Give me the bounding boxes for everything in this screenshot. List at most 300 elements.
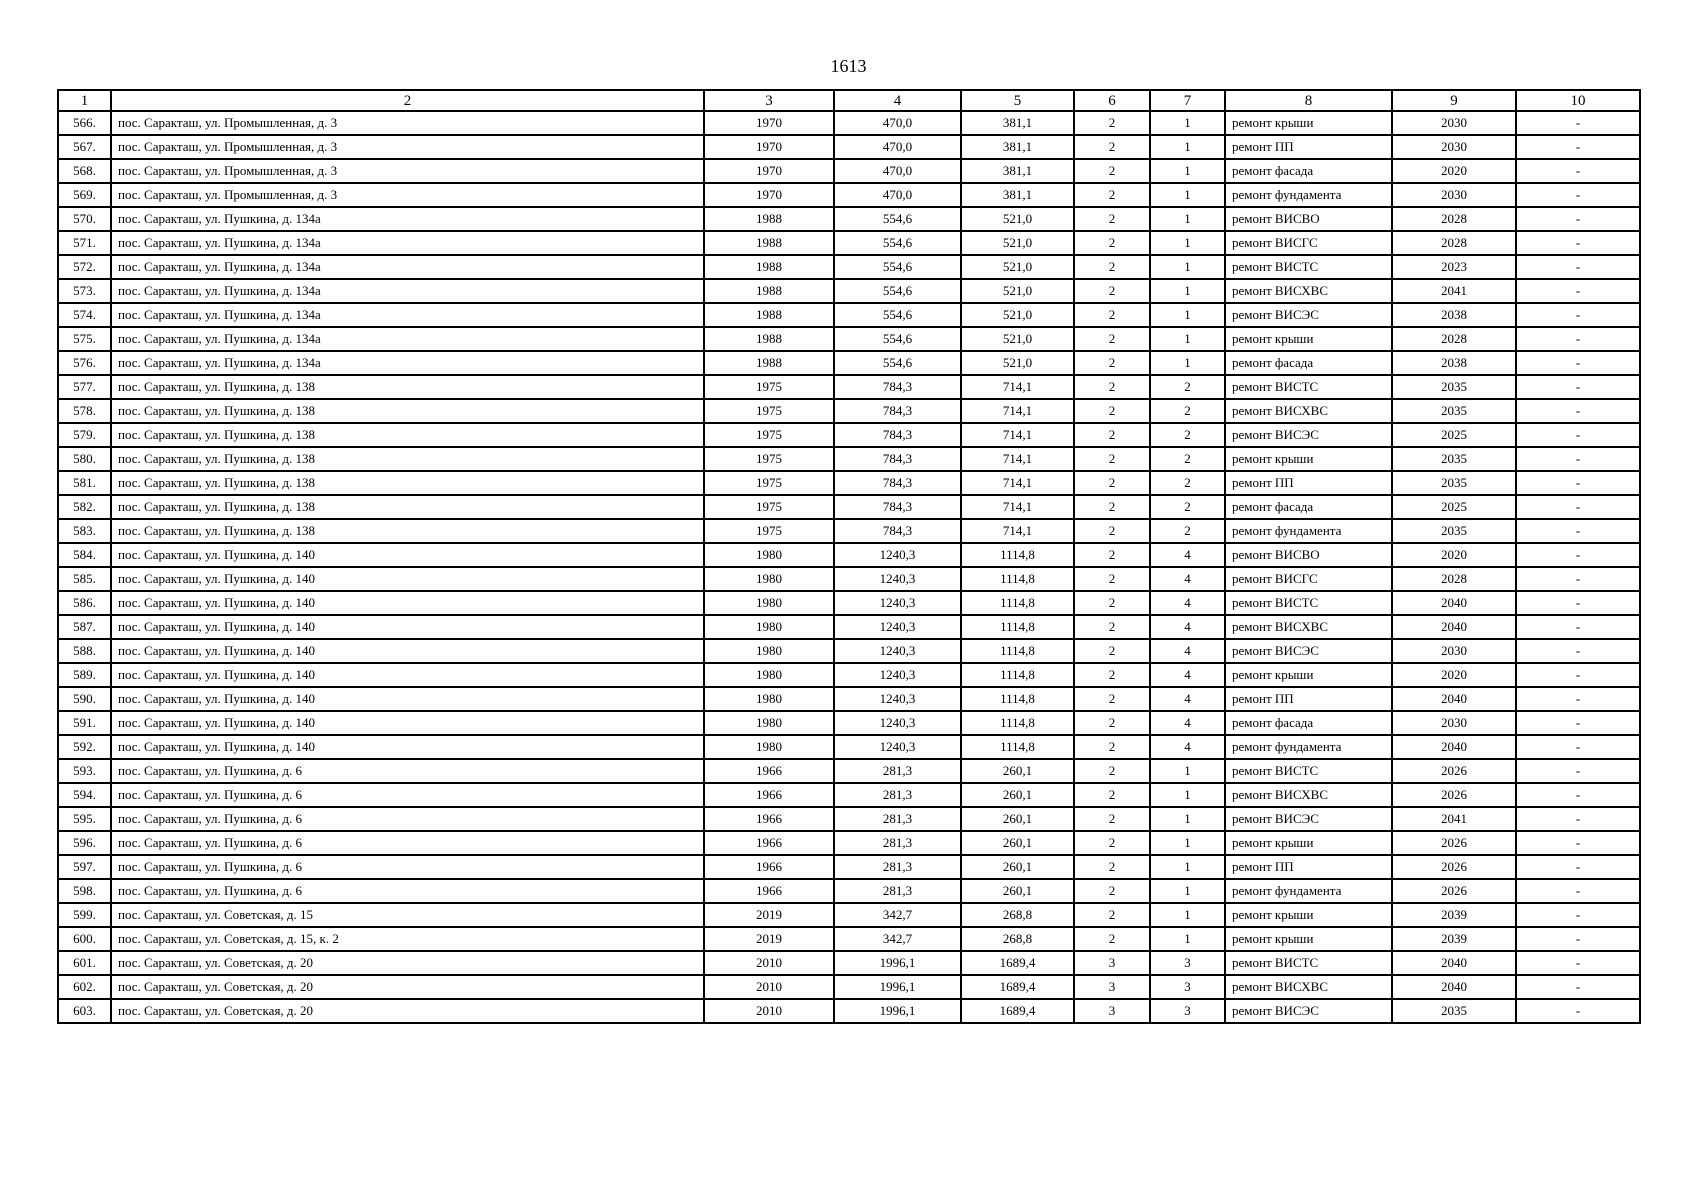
- cell-living-area: 1689,4: [961, 951, 1074, 975]
- cell-note: -: [1516, 951, 1640, 975]
- table-row: [58, 927, 1640, 951]
- cell-work-type: ремонт фасада: [1225, 351, 1392, 375]
- column-header-3: 3: [704, 90, 834, 111]
- cell-year-built: 1966: [704, 879, 834, 903]
- cell-planned-year: 2035: [1392, 999, 1516, 1023]
- cell-note: -: [1516, 735, 1640, 759]
- cell-planned-year: 2040: [1392, 591, 1516, 615]
- cell-floors: 2: [1074, 255, 1150, 279]
- cell-address: пос. Саракташ, ул. Пушкина, д. 140: [111, 687, 704, 711]
- cell-floors: 2: [1074, 735, 1150, 759]
- cell-floors: 2: [1074, 351, 1150, 375]
- table-row: [58, 711, 1640, 735]
- cell-entrances: 4: [1150, 639, 1225, 663]
- cell-entrances: 3: [1150, 951, 1225, 975]
- cell-floors: 2: [1074, 615, 1150, 639]
- cell-floors: 3: [1074, 975, 1150, 999]
- cell-floors: 2: [1074, 423, 1150, 447]
- cell-row-number: 580.: [58, 447, 111, 471]
- cell-living-area: 1114,8: [961, 639, 1074, 663]
- table-row: [58, 135, 1640, 159]
- table-row: [58, 975, 1640, 999]
- cell-living-area: 714,1: [961, 471, 1074, 495]
- cell-entrances: 1: [1150, 135, 1225, 159]
- cell-entrances: 1: [1150, 903, 1225, 927]
- cell-total-area: 784,3: [834, 423, 961, 447]
- cell-floors: 2: [1074, 711, 1150, 735]
- cell-living-area: 1114,8: [961, 543, 1074, 567]
- cell-year-built: 1980: [704, 615, 834, 639]
- cell-total-area: 554,6: [834, 279, 961, 303]
- cell-planned-year: 2020: [1392, 159, 1516, 183]
- cell-work-type: ремонт крыши: [1225, 927, 1392, 951]
- cell-living-area: 1114,8: [961, 567, 1074, 591]
- cell-address: пос. Саракташ, ул. Пушкина, д. 138: [111, 375, 704, 399]
- cell-row-number: 593.: [58, 759, 111, 783]
- table-row: [58, 615, 1640, 639]
- cell-entrances: 1: [1150, 159, 1225, 183]
- cell-note: -: [1516, 927, 1640, 951]
- cell-note: -: [1516, 327, 1640, 351]
- table-row: [58, 879, 1640, 903]
- cell-year-built: 1975: [704, 519, 834, 543]
- cell-address: пос. Саракташ, ул. Пушкина, д. 134а: [111, 351, 704, 375]
- cell-total-area: 554,6: [834, 255, 961, 279]
- cell-note: -: [1516, 471, 1640, 495]
- cell-living-area: 714,1: [961, 495, 1074, 519]
- table-row: [58, 207, 1640, 231]
- cell-floors: 2: [1074, 663, 1150, 687]
- cell-entrances: 2: [1150, 495, 1225, 519]
- cell-total-area: 470,0: [834, 135, 961, 159]
- cell-entrances: 1: [1150, 831, 1225, 855]
- cell-note: -: [1516, 807, 1640, 831]
- table-row: [58, 543, 1640, 567]
- column-header-4: 4: [834, 90, 961, 111]
- cell-row-number: 574.: [58, 303, 111, 327]
- table-row: [58, 423, 1640, 447]
- cell-living-area: 268,8: [961, 927, 1074, 951]
- cell-row-number: 586.: [58, 591, 111, 615]
- cell-planned-year: 2030: [1392, 111, 1516, 135]
- cell-living-area: 268,8: [961, 903, 1074, 927]
- table-row: [58, 831, 1640, 855]
- cell-address: пос. Саракташ, ул. Советская, д. 15, к. 2: [111, 927, 704, 951]
- cell-year-built: 2010: [704, 975, 834, 999]
- cell-total-area: 1996,1: [834, 999, 961, 1023]
- cell-entrances: 2: [1150, 471, 1225, 495]
- cell-floors: 2: [1074, 471, 1150, 495]
- cell-floors: 2: [1074, 111, 1150, 135]
- cell-row-number: 600.: [58, 927, 111, 951]
- cell-living-area: 381,1: [961, 135, 1074, 159]
- table-row: [58, 351, 1640, 375]
- cell-note: -: [1516, 591, 1640, 615]
- cell-address: пос. Саракташ, ул. Пушкина, д. 6: [111, 783, 704, 807]
- cell-work-type: ремонт фундамента: [1225, 735, 1392, 759]
- cell-year-built: 1988: [704, 207, 834, 231]
- cell-address: пос. Саракташ, ул. Промышленная, д. 3: [111, 111, 704, 135]
- cell-row-number: 598.: [58, 879, 111, 903]
- cell-living-area: 260,1: [961, 783, 1074, 807]
- table-row: [58, 519, 1640, 543]
- cell-total-area: 784,3: [834, 375, 961, 399]
- cell-total-area: 554,6: [834, 303, 961, 327]
- cell-living-area: 1689,4: [961, 975, 1074, 999]
- cell-note: -: [1516, 999, 1640, 1023]
- cell-address: пос. Саракташ, ул. Пушкина, д. 140: [111, 567, 704, 591]
- cell-year-built: 1980: [704, 663, 834, 687]
- cell-total-area: 1240,3: [834, 735, 961, 759]
- cell-year-built: 1975: [704, 447, 834, 471]
- cell-planned-year: 2026: [1392, 759, 1516, 783]
- cell-entrances: 3: [1150, 975, 1225, 999]
- cell-row-number: 575.: [58, 327, 111, 351]
- cell-total-area: 784,3: [834, 399, 961, 423]
- cell-total-area: 554,6: [834, 231, 961, 255]
- cell-year-built: 1970: [704, 159, 834, 183]
- cell-row-number: 583.: [58, 519, 111, 543]
- cell-row-number: 591.: [58, 711, 111, 735]
- cell-total-area: 342,7: [834, 927, 961, 951]
- cell-note: -: [1516, 111, 1640, 135]
- cell-address: пос. Саракташ, ул. Пушкина, д. 134а: [111, 207, 704, 231]
- cell-work-type: ремонт ВИСТС: [1225, 375, 1392, 399]
- cell-row-number: 566.: [58, 111, 111, 135]
- cell-floors: 2: [1074, 879, 1150, 903]
- cell-total-area: 784,3: [834, 495, 961, 519]
- cell-work-type: ремонт фундамента: [1225, 183, 1392, 207]
- cell-total-area: 554,6: [834, 327, 961, 351]
- cell-row-number: 578.: [58, 399, 111, 423]
- cell-total-area: 1240,3: [834, 567, 961, 591]
- table-row: [58, 567, 1640, 591]
- cell-floors: 3: [1074, 999, 1150, 1023]
- cell-total-area: 1240,3: [834, 639, 961, 663]
- cell-living-area: 381,1: [961, 183, 1074, 207]
- cell-address: пос. Саракташ, ул. Пушкина, д. 140: [111, 735, 704, 759]
- cell-entrances: 1: [1150, 279, 1225, 303]
- cell-floors: 2: [1074, 519, 1150, 543]
- cell-note: -: [1516, 615, 1640, 639]
- cell-planned-year: 2023: [1392, 255, 1516, 279]
- table-row: [58, 303, 1640, 327]
- cell-planned-year: 2035: [1392, 399, 1516, 423]
- cell-entrances: 1: [1150, 111, 1225, 135]
- cell-row-number: 577.: [58, 375, 111, 399]
- cell-planned-year: 2028: [1392, 567, 1516, 591]
- cell-work-type: ремонт крыши: [1225, 447, 1392, 471]
- cell-planned-year: 2030: [1392, 639, 1516, 663]
- cell-total-area: 554,6: [834, 351, 961, 375]
- cell-entrances: 4: [1150, 687, 1225, 711]
- cell-year-built: 2019: [704, 903, 834, 927]
- table-row: [58, 807, 1640, 831]
- cell-planned-year: 2025: [1392, 495, 1516, 519]
- cell-address: пос. Саракташ, ул. Пушкина, д. 134а: [111, 279, 704, 303]
- cell-floors: 2: [1074, 207, 1150, 231]
- cell-note: -: [1516, 399, 1640, 423]
- table-row: [58, 663, 1640, 687]
- cell-planned-year: 2030: [1392, 135, 1516, 159]
- cell-work-type: ремонт ВИСХВС: [1225, 279, 1392, 303]
- cell-work-type: ремонт ВИСЭС: [1225, 999, 1392, 1023]
- cell-entrances: 1: [1150, 351, 1225, 375]
- cell-floors: 2: [1074, 831, 1150, 855]
- cell-year-built: 1966: [704, 759, 834, 783]
- cell-total-area: 470,0: [834, 111, 961, 135]
- page-number: 1613: [830, 56, 867, 76]
- cell-total-area: 281,3: [834, 783, 961, 807]
- cell-planned-year: 2035: [1392, 471, 1516, 495]
- cell-total-area: 342,7: [834, 903, 961, 927]
- cell-entrances: 4: [1150, 735, 1225, 759]
- cell-work-type: ремонт ВИСХВС: [1225, 975, 1392, 999]
- cell-planned-year: 2040: [1392, 975, 1516, 999]
- cell-floors: 2: [1074, 759, 1150, 783]
- table-row: [58, 591, 1640, 615]
- cell-note: -: [1516, 711, 1640, 735]
- cell-address: пос. Саракташ, ул. Пушкина, д. 134а: [111, 303, 704, 327]
- cell-living-area: 714,1: [961, 519, 1074, 543]
- cell-row-number: 582.: [58, 495, 111, 519]
- cell-address: пос. Саракташ, ул. Пушкина, д. 134а: [111, 231, 704, 255]
- cell-work-type: ремонт ВИСГС: [1225, 567, 1392, 591]
- cell-address: пос. Саракташ, ул. Пушкина, д. 140: [111, 591, 704, 615]
- cell-year-built: 1988: [704, 231, 834, 255]
- cell-entrances: 2: [1150, 423, 1225, 447]
- column-header-8: 8: [1225, 90, 1392, 111]
- table-row: [58, 951, 1640, 975]
- cell-living-area: 521,0: [961, 231, 1074, 255]
- cell-year-built: 1975: [704, 399, 834, 423]
- cell-total-area: 1240,3: [834, 591, 961, 615]
- cell-total-area: 784,3: [834, 471, 961, 495]
- cell-year-built: 1980: [704, 543, 834, 567]
- cell-total-area: 1996,1: [834, 975, 961, 999]
- cell-entrances: 2: [1150, 399, 1225, 423]
- cell-address: пос. Саракташ, ул. Пушкина, д. 138: [111, 399, 704, 423]
- cell-floors: 2: [1074, 567, 1150, 591]
- cell-address: пос. Саракташ, ул. Пушкина, д. 138: [111, 519, 704, 543]
- column-header-2: 2: [111, 90, 704, 111]
- cell-planned-year: 2035: [1392, 447, 1516, 471]
- table-row: [58, 783, 1640, 807]
- cell-address: пос. Саракташ, ул. Пушкина, д. 140: [111, 543, 704, 567]
- cell-row-number: 597.: [58, 855, 111, 879]
- cell-year-built: 1970: [704, 135, 834, 159]
- cell-entrances: 4: [1150, 591, 1225, 615]
- cell-address: пос. Саракташ, ул. Советская, д. 20: [111, 999, 704, 1023]
- cell-planned-year: 2039: [1392, 927, 1516, 951]
- table-row: [58, 111, 1640, 135]
- cell-living-area: 714,1: [961, 423, 1074, 447]
- cell-living-area: 521,0: [961, 351, 1074, 375]
- cell-year-built: 1988: [704, 255, 834, 279]
- cell-address: пос. Саракташ, ул. Советская, д. 20: [111, 951, 704, 975]
- cell-work-type: ремонт ВИСЭС: [1225, 423, 1392, 447]
- table-row: [58, 279, 1640, 303]
- cell-living-area: 1114,8: [961, 615, 1074, 639]
- cell-row-number: 602.: [58, 975, 111, 999]
- cell-year-built: 1980: [704, 687, 834, 711]
- cell-year-built: 1975: [704, 375, 834, 399]
- cell-note: -: [1516, 687, 1640, 711]
- cell-work-type: ремонт ВИСГС: [1225, 231, 1392, 255]
- cell-year-built: 1970: [704, 183, 834, 207]
- header-row: [58, 90, 1640, 111]
- cell-row-number: 592.: [58, 735, 111, 759]
- cell-floors: 3: [1074, 951, 1150, 975]
- cell-entrances: 1: [1150, 879, 1225, 903]
- cell-floors: 2: [1074, 327, 1150, 351]
- cell-total-area: 1996,1: [834, 951, 961, 975]
- cell-work-type: ремонт ВИСТС: [1225, 255, 1392, 279]
- cell-planned-year: 2030: [1392, 183, 1516, 207]
- cell-address: пос. Саракташ, ул. Пушкина, д. 6: [111, 831, 704, 855]
- cell-work-type: ремонт ПП: [1225, 687, 1392, 711]
- cell-entrances: 1: [1150, 327, 1225, 351]
- cell-note: -: [1516, 135, 1640, 159]
- cell-row-number: 572.: [58, 255, 111, 279]
- table-row: [58, 375, 1640, 399]
- table-row: [58, 759, 1640, 783]
- table-row: [58, 855, 1640, 879]
- table-row: [58, 183, 1640, 207]
- cell-total-area: 1240,3: [834, 711, 961, 735]
- cell-note: -: [1516, 879, 1640, 903]
- cell-address: пос. Саракташ, ул. Пушкина, д. 138: [111, 495, 704, 519]
- cell-work-type: ремонт фундамента: [1225, 879, 1392, 903]
- cell-note: -: [1516, 903, 1640, 927]
- cell-note: -: [1516, 495, 1640, 519]
- cell-address: пос. Саракташ, ул. Пушкина, д. 6: [111, 879, 704, 903]
- cell-note: -: [1516, 783, 1640, 807]
- cell-living-area: 1114,8: [961, 687, 1074, 711]
- cell-row-number: 584.: [58, 543, 111, 567]
- cell-entrances: 1: [1150, 927, 1225, 951]
- cell-row-number: 581.: [58, 471, 111, 495]
- cell-planned-year: 2030: [1392, 711, 1516, 735]
- cell-row-number: 571.: [58, 231, 111, 255]
- cell-floors: 2: [1074, 855, 1150, 879]
- cell-entrances: 3: [1150, 999, 1225, 1023]
- cell-address: пос. Саракташ, ул. Промышленная, д. 3: [111, 135, 704, 159]
- cell-address: пос. Саракташ, ул. Пушкина, д. 140: [111, 711, 704, 735]
- cell-entrances: 4: [1150, 663, 1225, 687]
- table-row: [58, 687, 1640, 711]
- table-row: [58, 159, 1640, 183]
- cell-address: пос. Саракташ, ул. Советская, д. 15: [111, 903, 704, 927]
- table-row: [58, 327, 1640, 351]
- cell-planned-year: 2039: [1392, 903, 1516, 927]
- table-row: [58, 639, 1640, 663]
- cell-note: -: [1516, 831, 1640, 855]
- cell-year-built: 1980: [704, 735, 834, 759]
- table-header: [58, 90, 1640, 111]
- cell-row-number: 568.: [58, 159, 111, 183]
- cell-work-type: ремонт крыши: [1225, 903, 1392, 927]
- cell-planned-year: 2040: [1392, 735, 1516, 759]
- cell-living-area: 714,1: [961, 399, 1074, 423]
- cell-work-type: ремонт ВИСЭС: [1225, 639, 1392, 663]
- cell-address: пос. Саракташ, ул. Пушкина, д. 140: [111, 639, 704, 663]
- cell-work-type: ремонт ПП: [1225, 855, 1392, 879]
- cell-living-area: 521,0: [961, 279, 1074, 303]
- cell-living-area: 260,1: [961, 831, 1074, 855]
- cell-entrances: 4: [1150, 567, 1225, 591]
- cell-total-area: 1240,3: [834, 687, 961, 711]
- cell-entrances: 1: [1150, 231, 1225, 255]
- cell-total-area: 554,6: [834, 207, 961, 231]
- cell-floors: 2: [1074, 399, 1150, 423]
- table-row: [58, 999, 1640, 1023]
- column-header-6: 6: [1074, 90, 1150, 111]
- cell-floors: 2: [1074, 903, 1150, 927]
- cell-row-number: 570.: [58, 207, 111, 231]
- cell-address: пос. Саракташ, ул. Промышленная, д. 3: [111, 159, 704, 183]
- cell-note: -: [1516, 207, 1640, 231]
- cell-note: -: [1516, 303, 1640, 327]
- cell-living-area: 260,1: [961, 855, 1074, 879]
- cell-year-built: 2010: [704, 999, 834, 1023]
- cell-work-type: ремонт крыши: [1225, 327, 1392, 351]
- cell-year-built: 2019: [704, 927, 834, 951]
- column-header-5: 5: [961, 90, 1074, 111]
- cell-total-area: 470,0: [834, 183, 961, 207]
- cell-living-area: 1114,8: [961, 663, 1074, 687]
- cell-address: пос. Саракташ, ул. Пушкина, д. 6: [111, 855, 704, 879]
- cell-address: пос. Саракташ, ул. Пушкина, д. 6: [111, 759, 704, 783]
- cell-work-type: ремонт ВИСХВС: [1225, 399, 1392, 423]
- cell-note: -: [1516, 375, 1640, 399]
- cell-address: пос. Саракташ, ул. Пушкина, д. 134а: [111, 255, 704, 279]
- table-row: [58, 903, 1640, 927]
- cell-year-built: 1980: [704, 711, 834, 735]
- cell-total-area: 784,3: [834, 519, 961, 543]
- cell-row-number: 594.: [58, 783, 111, 807]
- cell-note: -: [1516, 255, 1640, 279]
- cell-entrances: 4: [1150, 543, 1225, 567]
- cell-address: пос. Саракташ, ул. Пушкина, д. 140: [111, 663, 704, 687]
- cell-note: -: [1516, 279, 1640, 303]
- cell-row-number: 596.: [58, 831, 111, 855]
- cell-floors: 2: [1074, 687, 1150, 711]
- cell-total-area: 281,3: [834, 855, 961, 879]
- cell-row-number: 589.: [58, 663, 111, 687]
- cell-year-built: 1970: [704, 111, 834, 135]
- cell-year-built: 1975: [704, 471, 834, 495]
- cell-living-area: 260,1: [961, 879, 1074, 903]
- cell-address: пос. Саракташ, ул. Пушкина, д. 6: [111, 807, 704, 831]
- cell-note: -: [1516, 159, 1640, 183]
- cell-living-area: 381,1: [961, 111, 1074, 135]
- cell-living-area: 714,1: [961, 447, 1074, 471]
- table-body: [58, 111, 1640, 1023]
- table-row: [58, 495, 1640, 519]
- cell-planned-year: 2028: [1392, 231, 1516, 255]
- table-row: [58, 399, 1640, 423]
- cell-work-type: ремонт фасада: [1225, 495, 1392, 519]
- cell-planned-year: 2035: [1392, 519, 1516, 543]
- cell-year-built: 1980: [704, 639, 834, 663]
- cell-note: -: [1516, 231, 1640, 255]
- cell-total-area: 281,3: [834, 879, 961, 903]
- cell-address: пос. Саракташ, ул. Пушкина, д. 138: [111, 447, 704, 471]
- cell-living-area: 521,0: [961, 255, 1074, 279]
- cell-total-area: 281,3: [834, 807, 961, 831]
- cell-year-built: 2010: [704, 951, 834, 975]
